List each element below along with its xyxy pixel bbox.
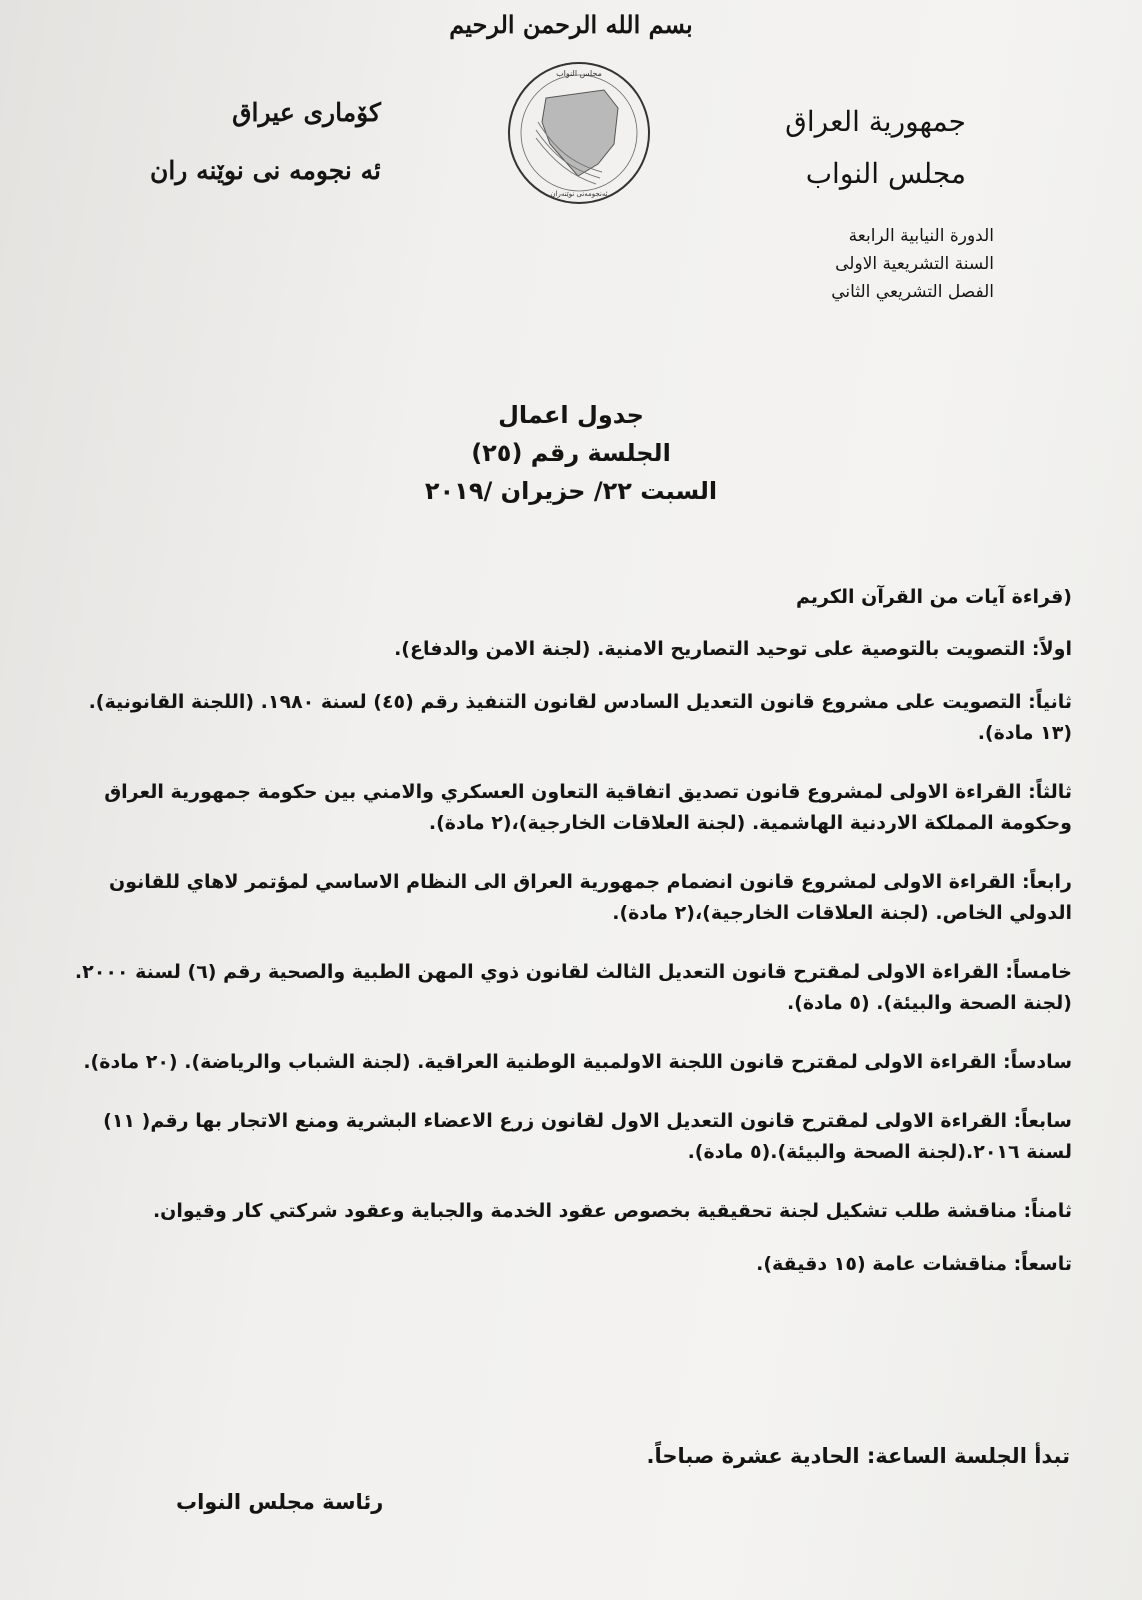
- agenda-item-9: تاسعاً: مناقشات عامة (١٥ دقيقة).: [756, 1253, 1072, 1275]
- session-term: الدورة النيابية الرابعة: [848, 226, 994, 246]
- agenda-item-2: ثانياً: التصويت على مشروع قانون التعديل السادس لقانون التنفيذ رقم (٤٥) لسنة ١٩٨٠. (اللجنة القانونية). (١٣ مادة).: [88, 691, 1072, 744]
- letterhead-arabic: [785, 96, 966, 200]
- legislative-term: الفصل التشريعي الثاني: [831, 282, 994, 302]
- letterhead-kurdish: [150, 84, 381, 200]
- agenda-item-5: خامساً: القراءة الاولى لمقترح قانون التعديل الثالث لقانون ذوي المهن الطبية والصحية رقم (٦) لسنة ٢٠٠٠. (لجنة الصحة والبيئة). (٥ مادة).: [74, 961, 1072, 1014]
- agenda-opening: (قراءة آيات من القرآن الكريم: [795, 586, 1072, 608]
- legislative-year: السنة التشريعية الاولى: [835, 254, 994, 274]
- letterhead-kurdish-line1: كۆمارى عيراق: [232, 98, 381, 127]
- seal-bottom-text: ئەنجومەنی نوێنەران: [550, 190, 608, 198]
- signature-block: رئاسة مجلس النواب: [176, 1490, 384, 1514]
- bismillah-heading: بسم الله الرحمن الرحيم: [449, 10, 693, 39]
- agenda-list: [72, 582, 1072, 1308]
- parliament-seal-icon: [506, 60, 652, 206]
- letterhead-arabic-line2: مجلس النواب: [805, 157, 966, 190]
- agenda-item-6: سادساً: القراءة الاولى لمقترح قانون اللجنة الاولمبية الوطنية العراقية. (لجنة الشباب والرياضة). (٢٠ مادة).: [83, 1051, 1072, 1073]
- session-info: [831, 222, 994, 306]
- agenda-item-7: سابعاً: القراءة الاولى لمقترح قانون التعديل الاول لقانون زرع الاعضاء البشرية ومنع الاتجار بها رقم( ١١) لسنة ٢٠١٦.(لجنة الصحة والبيئة).(٥ مادة).: [103, 1110, 1072, 1163]
- session-number: الجلسة رقم (٢٥): [471, 439, 671, 467]
- letterhead-kurdish-line2: ئه نجومه نى نوێنه ران: [150, 156, 381, 185]
- agenda-item-1: اولاً: التصويت بالتوصية على توحيد التصاريح الامنية. (لجنة الامن والدفاع).: [394, 638, 1072, 660]
- agenda-item-8: ثامناً: مناقشة طلب تشكيل لجنة تحقيقية بخصوص عقود الخدمة والجباية وعقود شركتي كار وقيوان.: [152, 1200, 1072, 1222]
- agenda-title-block: [0, 396, 1142, 510]
- session-start-time: تبدأ الجلسة الساعة: الحادية عشرة صباحاً.: [646, 1444, 1070, 1468]
- session-date: السبت ٢٢/ حزيران /٢٠١٩: [424, 477, 718, 505]
- agenda-title: جدول اعمال: [498, 401, 644, 429]
- letterhead-arabic-line1: جمهورية العراق: [785, 105, 966, 138]
- seal-top-text: مجلس النواب: [556, 69, 602, 78]
- agenda-item-3: ثالثاً: القراءة الاولى لمشروع قانون تصديق اتفاقية التعاون العسكري والامني بين حكومة جمهورية العراق وحكومة المملكة الاردنية الهاشمية. (لجنة العلاقات الخارجية)،(٢ مادة).: [104, 781, 1072, 834]
- agenda-item-4: رابعاً: القراءة الاولى لمشروع قانون انضمام جمهورية العراق الى النظام الاساسي لمؤتمر لاهاي للقانون الدولي الخاص. (لجنة العلاقات الخارجية)،(٢ مادة).: [109, 871, 1072, 924]
